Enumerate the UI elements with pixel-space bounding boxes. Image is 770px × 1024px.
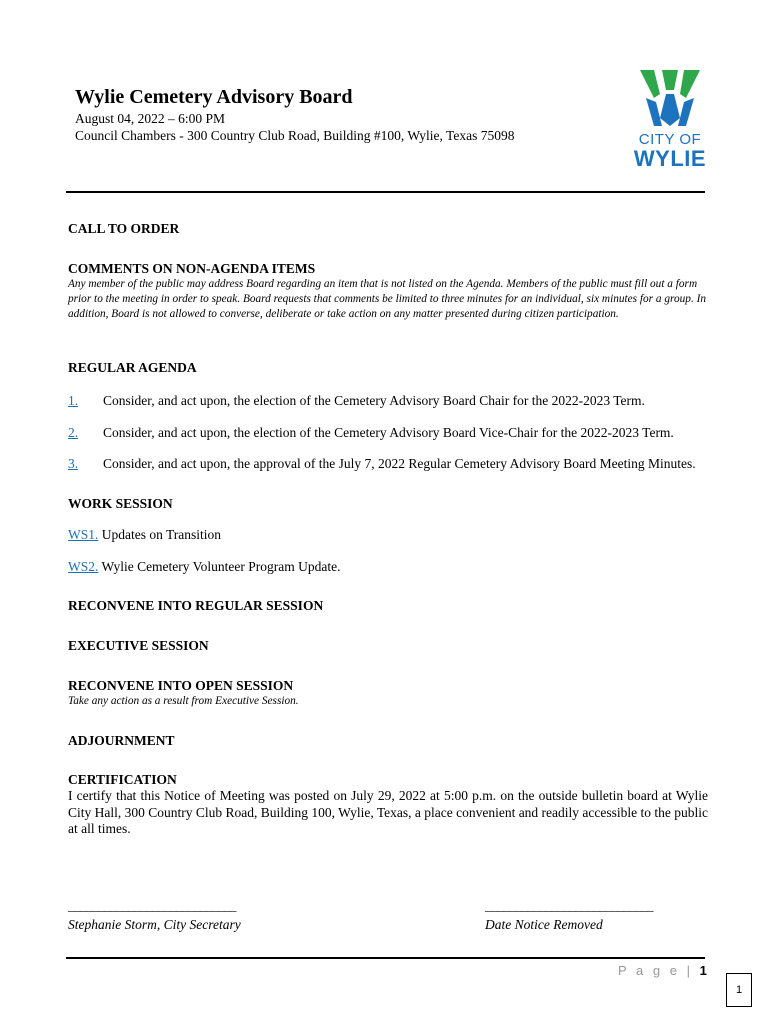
signature-name-right: Date Notice Removed (485, 917, 603, 932)
signature-name-left: Stephanie Storm, City Secretary (68, 917, 241, 932)
agenda-item-1-text: Consider, and act upon, the election of the Cemetery Advisory Board Chair for the 2022-2023 Term. (103, 393, 645, 408)
logo-text-wylie: WYLIE (633, 146, 707, 171)
heading-call-to-order: CALL TO ORDER (68, 221, 180, 236)
page-number-box: 1 (726, 973, 752, 1007)
heading-work-session: WORK SESSION (68, 496, 173, 511)
signature-line-right: ____________________________ (485, 898, 653, 913)
agenda-item-3-link[interactable]: 3. (68, 456, 79, 471)
reconvene-open-text: Take any action as a result from Executive Session. (68, 695, 299, 707)
footer-divider (66, 957, 705, 959)
meeting-date: August 04, 2022 – 6:00 PM (75, 111, 226, 126)
heading-reconvene-regular: RECONVENE INTO REGULAR SESSION (68, 598, 324, 613)
meeting-location: Council Chambers - 300 Country Club Road, Building #100, Wylie, Texas 75098 (75, 128, 515, 143)
agenda-item-2-text: Consider, and act upon, the election of the Cemetery Advisory Board Vice-Chair for the 2022-2023 Term. (103, 425, 674, 440)
heading-adjournment: ADJOURNMENT (68, 733, 175, 748)
agenda-item-3-text: Consider, and act upon, the approval of the July 7, 2022 Regular Cemetery Advisory Board Meeting Minutes. (103, 456, 696, 471)
page-title: Wylie Cemetery Advisory Board (75, 86, 353, 108)
agenda-item-2-link[interactable]: 2. (68, 425, 79, 440)
ws-item-1-link[interactable]: WS1. (68, 527, 99, 542)
logo-text-city-of: CITY OF (638, 131, 702, 148)
agenda-item-1-link[interactable]: 1. (68, 393, 79, 408)
page-number: 1 (699, 963, 707, 978)
heading-regular-agenda: REGULAR AGENDA (68, 360, 197, 375)
heading-reconvene-open: RECONVENE INTO OPEN SESSION (68, 678, 294, 693)
ws-item-1-text: Updates on Transition (101, 527, 222, 542)
heading-comments: COMMENTS ON NON-AGENDA ITEMS (68, 261, 316, 276)
ws-item-1 (68, 527, 221, 543)
header-divider (66, 191, 705, 193)
signature-line-left: ____________________________ (68, 898, 236, 913)
ws-item-2-text: Wylie Cemetery Volunteer Program Update. (101, 559, 341, 574)
page-indicator (618, 963, 707, 978)
heading-certification: CERTIFICATION (68, 772, 177, 787)
ws-item-2 (68, 559, 341, 575)
w-mark-icon (632, 68, 708, 128)
ws-item-2-link[interactable]: WS2. (68, 559, 99, 574)
certification-text: I certify that this Notice of Meeting was posted on July 29, 2022 at 5:00 p.m. on the outside bulletin board at Wylie City Hall, 300 Country Club Road, Building 100, Wylie, Texas, a place convenient and readily accessible to the public at all times. (68, 788, 708, 836)
heading-executive-session: EXECUTIVE SESSION (68, 638, 209, 653)
page-label: P a g e | (618, 963, 693, 978)
comments-text: Any member of the public may address Board regarding an item that is not listed on the Agenda. Members of the public must fill out a form prior to the meeting in order to speak. Board requests that comments be limited to three minutes for an individual, six minutes for a group. In addition, Board is not allowed to converse, deliberate or take action on any matter presented during citizen participation. (68, 278, 706, 320)
city-of-wylie-logo (632, 68, 708, 171)
